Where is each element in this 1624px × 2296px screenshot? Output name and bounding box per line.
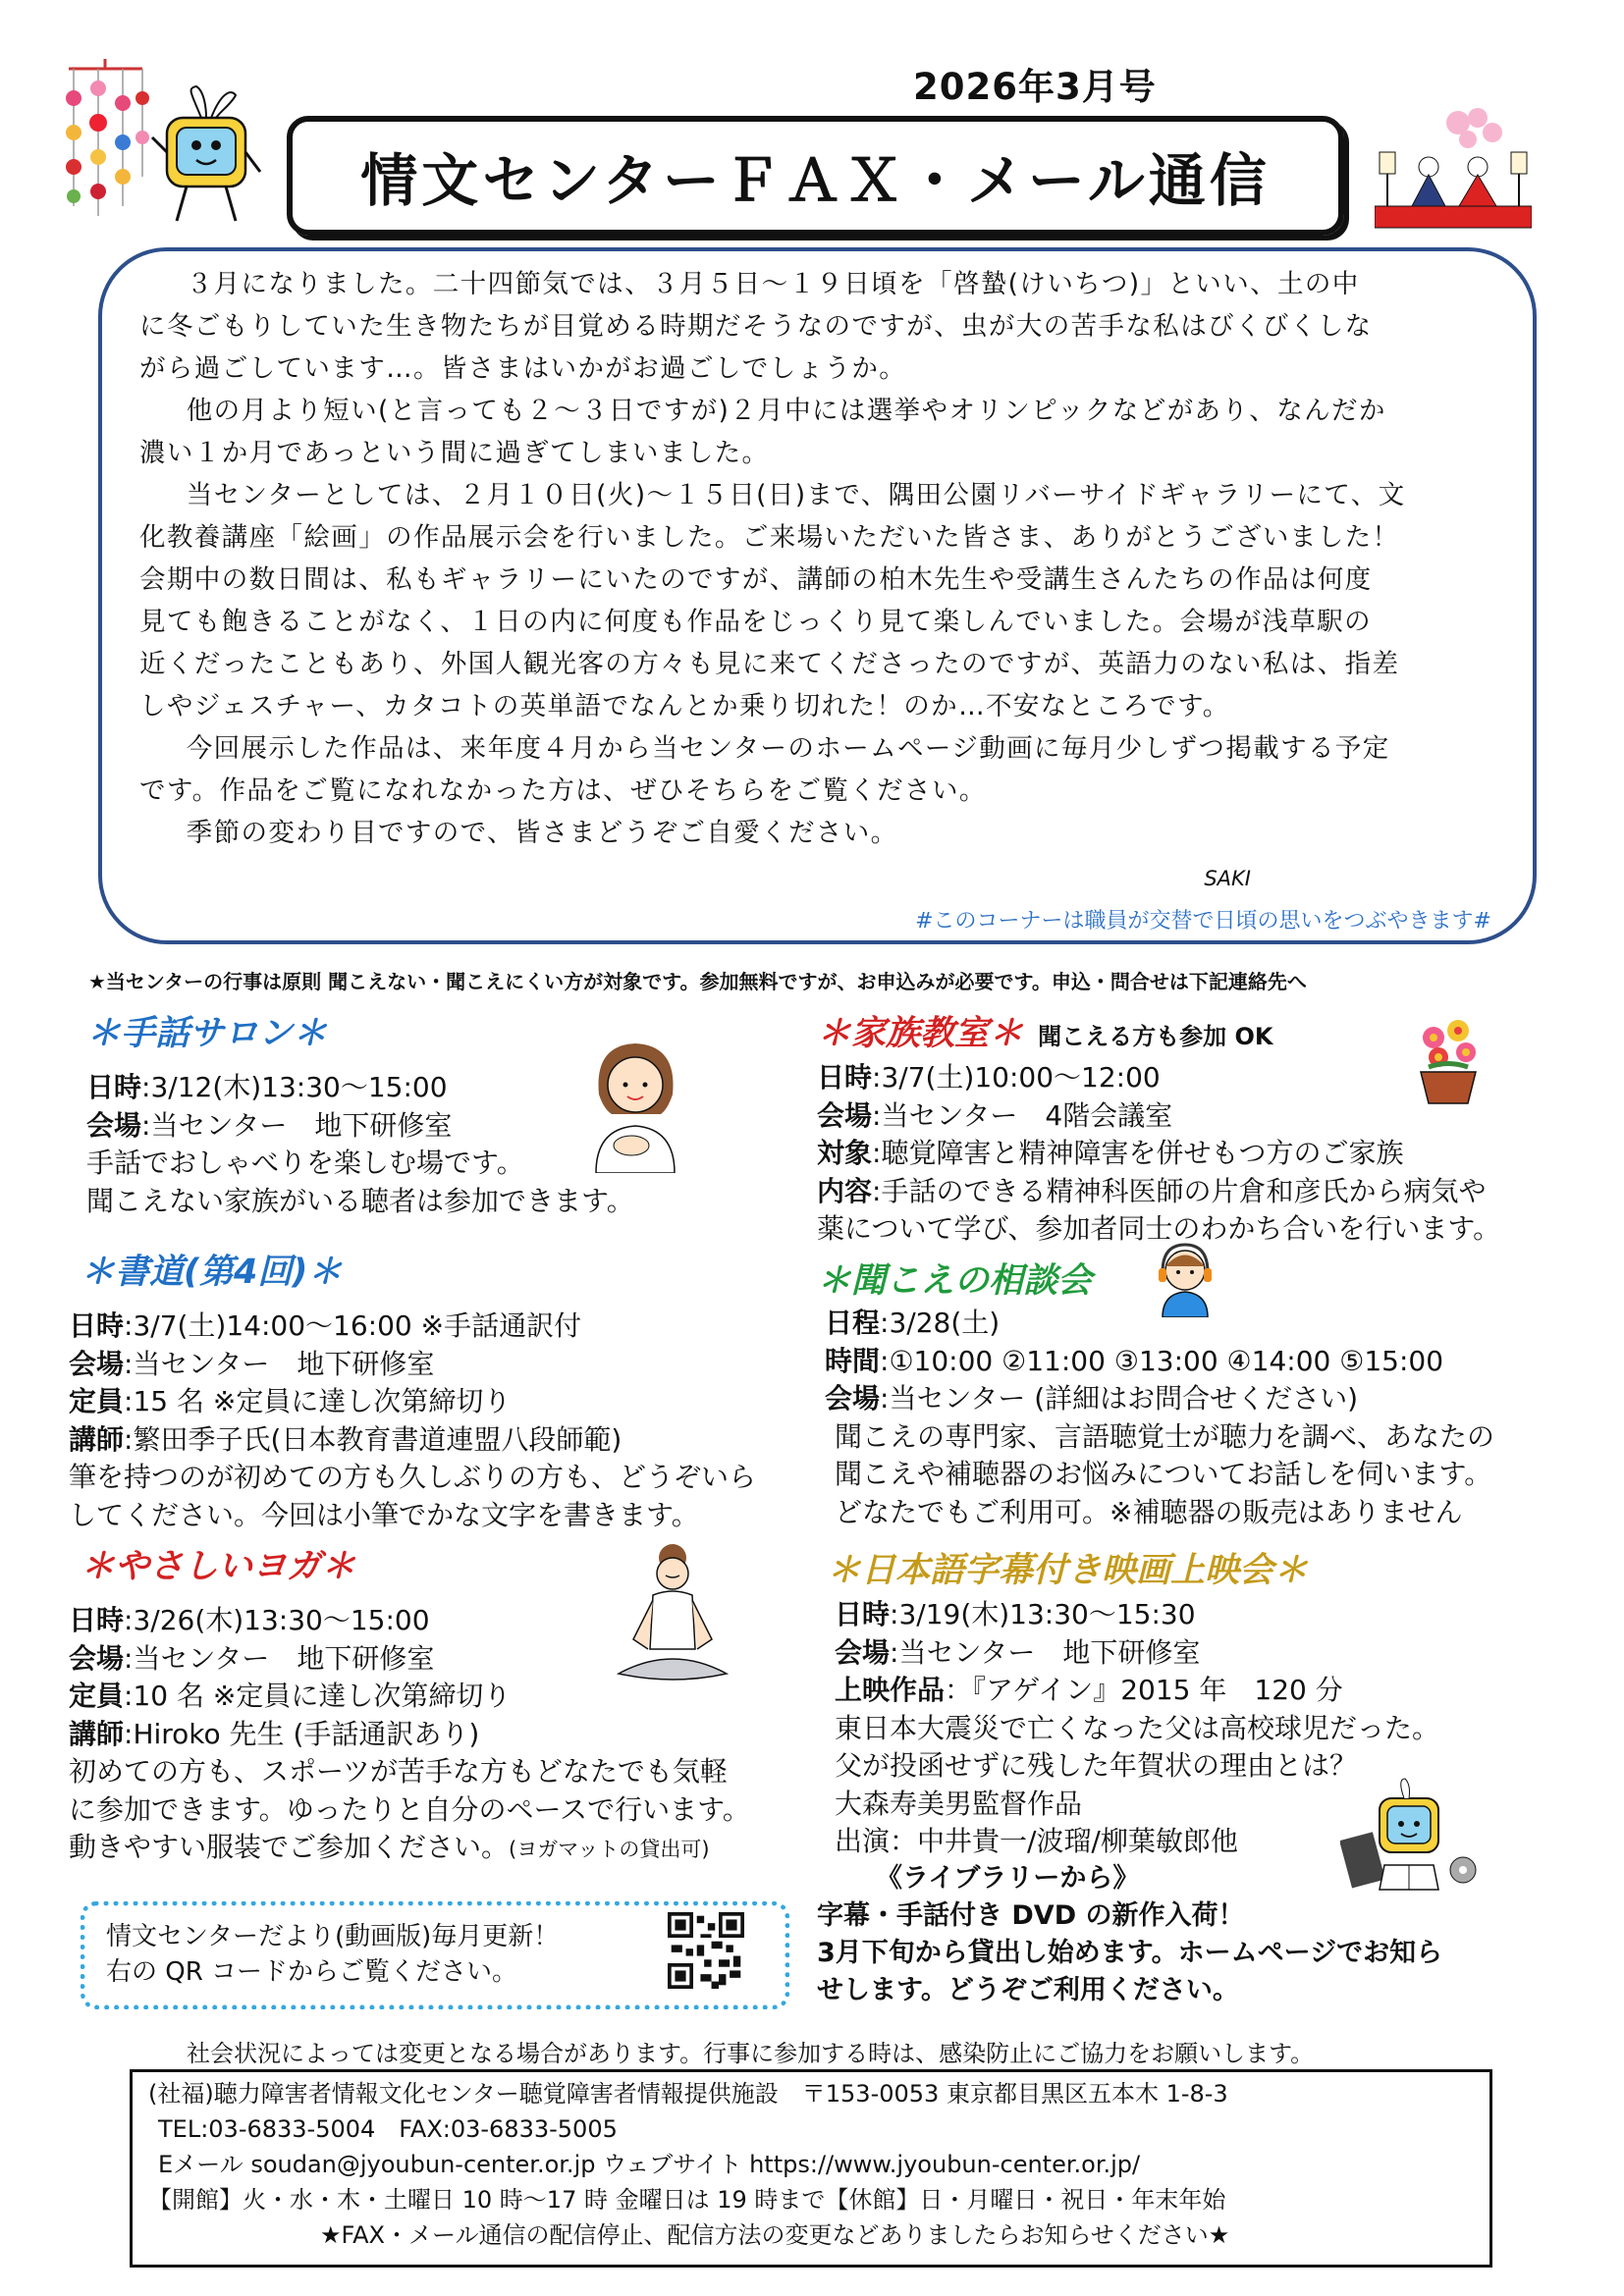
library-heading: 《ライブラリーから》 <box>876 1863 1140 1894</box>
event-desc: 筆を持つのが初めての方も久しぶりの方も、どうぞいら <box>69 1461 757 1493</box>
issue-date: 2026年3月号 <box>913 66 1157 108</box>
event-venue: 会場:当センター 地下研修室 <box>86 1108 453 1142</box>
intro-line: 季節の変わり目ですので、皆さまどうぞご自愛ください。 <box>186 818 898 848</box>
event-date: 日時:3/26(木)13:30～15:00 <box>69 1604 430 1636</box>
intro-line: 当センターとしては、２月１０日(火)～１５日(日)まで、隅田公園リバーサイドギャラリーにて、文 <box>186 480 1406 510</box>
event-note: 聞こえる方も参加 OK <box>1038 1023 1273 1050</box>
intro-line: です。作品をご覧になれなかった方は、ぜひそちらをご覧ください。 <box>139 775 987 806</box>
event-title: ＊家族教室＊ <box>817 1014 1024 1053</box>
contact-web[interactable]: Eメール soudan@jyoubun-center.or.jp ウェブサイト https://www.jyoubun-center.or.jp/ <box>158 2151 1141 2178</box>
headphone-child-icon <box>1151 1239 1219 1317</box>
library-line: せします。どうぞご利用ください。 <box>817 1975 1239 2005</box>
event-desc: 大森寿美男監督作品 <box>835 1787 1083 1820</box>
event-date: 日時:3/7(土)10:00～12:00 <box>817 1061 1161 1094</box>
intro-line: 化教養講座「絵画」の作品展示会を行いました。ご来場いただいた皆さま、ありがとうございました！ <box>139 522 1400 553</box>
yoga-woman-icon <box>609 1536 736 1693</box>
signature: SAKI <box>1204 867 1251 890</box>
footnote: 社会状況によっては変更となる場合があります。行事に参加する時は、感染防止にご協力をお願いします。 <box>187 2040 1315 2067</box>
intro-line: 近くだったこともあり、外国人観光客の方々も見に来てくださったのですが、英語力のない私は、指差 <box>139 649 1400 679</box>
event-work: 上映作品：『アゲイン』2015 年 120 分 <box>835 1674 1343 1706</box>
intro-line: ３月になりました。二十四節気では、３月５日～１９日頃を「啓蟄(けいちつ)」といい、土の中 <box>186 269 1360 299</box>
event-desc: どなたでもご利用可。※補聴器の販売はありません <box>835 1495 1463 1528</box>
contact-phone: TEL:03-6833-5004 FAX:03-6833-5005 <box>158 2115 618 2143</box>
signing-woman-icon <box>584 1036 687 1173</box>
intro-line: 濃い１か月であっという間に過ぎてしまいました。 <box>139 438 770 468</box>
event-date: 日時:3/19(木)13:30～15:30 <box>835 1598 1196 1630</box>
event-target: 対象:聴覚障害と精神障害を併せもつ方のご家族 <box>817 1137 1404 1169</box>
hina-dolls-icon <box>1375 98 1532 231</box>
qr-code-icon[interactable] <box>668 1912 744 1989</box>
contact-hours: 【開館】火・水・木・土曜日 10 時～17 時 金曜日は 19 時まで【休館】日・月曜日・祝日・年末年始 <box>148 2186 1226 2214</box>
event-venue: 会場:当センター (詳細はお問合せください) <box>825 1382 1359 1415</box>
event-title: ＊やさしいヨガ＊ <box>81 1547 356 1586</box>
intro-line: がら過ごしています…。皆さまはいかがお過ごしでしょうか。 <box>139 353 907 384</box>
event-sign-salon <box>86 1006 634 1220</box>
hanging-mobile-icon <box>59 59 152 226</box>
event-capacity: 定員:15 名 ※定員に達し次第締切り <box>69 1385 512 1417</box>
intro-line: しやジェスチャー、カタコトの英単語でなんとか乗り切れた！のか…不安なところです。 <box>139 691 1230 721</box>
newsletter-title: 情文センターＦＡＸ・メール通信 <box>360 147 1271 214</box>
event-venue: 会場:当センター 地下研修室 <box>69 1347 435 1380</box>
event-title: ＊手話サロン＊ <box>86 1014 328 1053</box>
intro-line: 今回展示した作品は、来年度４月から当センターのホームページ動画に毎月少しずつ掲載する予定 <box>186 733 1390 764</box>
event-desc: してください。今回は小筆でかな文字を書きます。 <box>69 1498 699 1531</box>
intro-line: に冬ごもりしていた生き物たちが目覚める時期だそうなのですが、虫が大の苦手な私はびくびくしな <box>139 311 1373 342</box>
qr-line: 右の QR コードからご覧ください。 <box>106 1957 518 1987</box>
event-date: 日程:3/28(土) <box>825 1307 1001 1339</box>
event-sign-calligraphy <box>69 1245 756 1534</box>
event-venue: 会場:当センター 4階会議室 <box>817 1098 1173 1132</box>
intro-essay-box <box>98 247 1537 944</box>
event-desc: 動きやすい服装でご参加ください。(ヨガマットの貸出可) <box>69 1831 710 1863</box>
event-desc: 聞こえの専門家、言語聴覚士が聴力を調べ、あなたの <box>835 1419 1495 1453</box>
event-desc: 手話でおしゃべりを楽しむ場です。 <box>86 1147 524 1179</box>
event-desc: 聞こえない家族がいる聴者は参加できます。 <box>86 1184 634 1217</box>
event-desc: 薬について学び、参加者同士のわかち合いを行います。 <box>817 1212 1501 1245</box>
event-desc: 聞こえや補聴器のお悩みについてお話しを伺います。 <box>835 1458 1492 1490</box>
event-sign-family <box>817 1006 1500 1249</box>
intro-line: 他の月より短い(と言っても２～３日ですが)２月中には選挙やオリンピックなどがあり、なんだか <box>186 396 1386 426</box>
event-desc: 父が投函せずに残した年賀状の理由とは？ <box>835 1749 1358 1782</box>
event-capacity: 定員:10 名 ※定員に達し次第締切り <box>69 1680 512 1712</box>
intro-line: 見ても飽きることがなく、１日の内に何度も作品をじっくり見て楽しんでいました。会場が浅草駅の <box>139 607 1372 637</box>
library-line: 字幕・手話付き DVD の新作入荷！ <box>817 1900 1245 1931</box>
event-desc: 東日本大震災で亡くなった父は高校球児だった。 <box>835 1711 1440 1744</box>
corner-note: #このコーナーは職員が交替で日頃の思いをつぶやきます# <box>915 909 1491 934</box>
participation-notice: ★当センターの行事は原則 聞こえない・聞こえにくい方が対象です。参加無料ですが、お申込みが必要です。申込・問合せは下記連絡先へ <box>88 970 1307 993</box>
event-venue: 会場:当センター 地下研修室 <box>69 1641 435 1675</box>
contact-stop: ★FAX・メール通信の配信停止、配信方法の変更などありましたらお知らせください★ <box>320 2221 1230 2249</box>
event-desc: 初めての方も、スポーツが苦手な方もどなたでも気軽 <box>69 1755 728 1788</box>
mascot-tv-icon <box>147 83 265 231</box>
contact-box <box>130 2069 1492 2268</box>
event-date: 日時:3/12(木)13:30～15:00 <box>86 1071 448 1103</box>
event-content: 内容:手話のできる精神科医師の片倉和彦氏から病気や <box>817 1174 1487 1207</box>
intro-line: 会期中の数日間は、私もギャラリーにいたのですが、講師の柏木先生や受講生さんたちの作品は何度 <box>139 564 1373 595</box>
event-teacher: 講師:繁田季子氏(日本教育書道連盟八段師範) <box>69 1422 623 1456</box>
library-section <box>817 1860 1442 2009</box>
event-desc: 出演：中井貴一/波瑠/柳葉敏郎他 <box>835 1825 1238 1857</box>
event-venue: 会場:当センター 地下研修室 <box>835 1635 1201 1669</box>
event-date: 日時:3/7(土)14:00～16:00 ※手話通訳付 <box>69 1309 582 1342</box>
qr-line: 情文センターだより(動画版)毎月更新！ <box>106 1922 560 1951</box>
video-newsletter-text <box>106 1919 559 1990</box>
library-line: 3月下旬から貸出し始めます。ホームページでお知ら <box>817 1938 1443 1968</box>
newsletter-title-box <box>287 116 1344 236</box>
event-desc: に参加できます。ゆったりと自分のペースで行います。 <box>69 1792 750 1826</box>
event-time: 時間:①10:00 ②11:00 ③13:00 ④14:00 ⑤15:00 <box>825 1344 1444 1377</box>
flower-pot-icon <box>1409 1013 1488 1106</box>
event-title: ＊書道(第4回)＊ <box>81 1253 343 1292</box>
event-title: ＊聞こえの相談会 <box>817 1261 1093 1301</box>
event-title: ＊日本語字幕付き映画上映会＊ <box>827 1551 1309 1590</box>
event-teacher: 講師:Hiroko 先生 (手話通訳あり) <box>69 1717 480 1750</box>
contact-org: (社福)聴力障害者情報文化センター聴覚障害者情報提供施設 〒153-0053 東京都目黒区五本木 1-8-3 <box>148 2080 1228 2108</box>
